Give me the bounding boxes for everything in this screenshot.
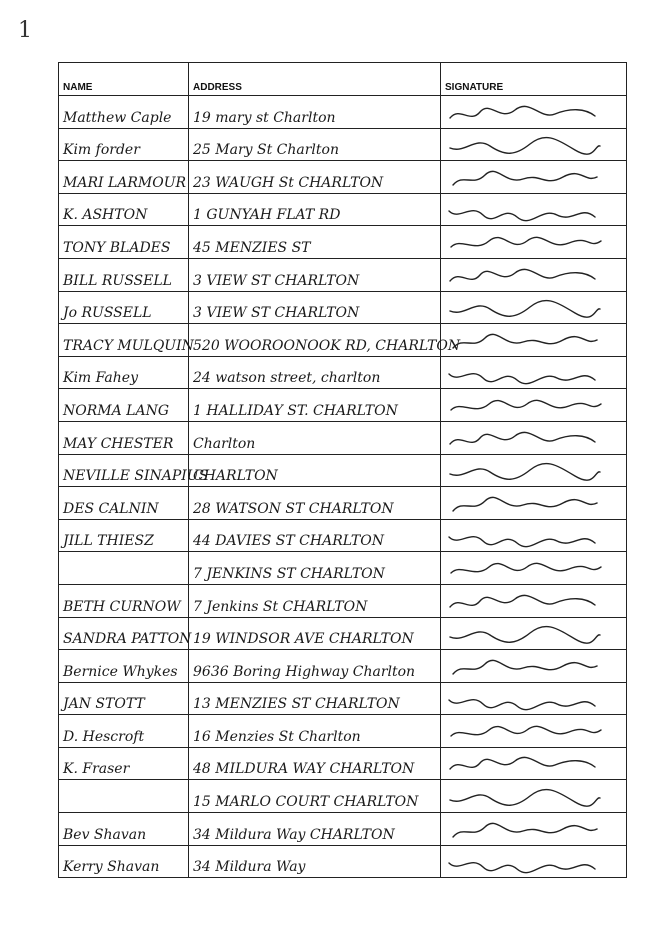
handwritten-signature [445,688,605,712]
row-address: 15 MARLO COURT CHARLTON [189,780,441,813]
row-address: 44 DAVIES ST CHARLTON [189,519,441,552]
signature-stroke [449,700,595,710]
row-signature [441,780,627,813]
signature-stroke [449,374,595,384]
row-name: Bernice Whykes [59,650,189,683]
handwritten-signature [445,558,605,582]
signature-rows [59,96,627,878]
handwritten-signature [445,330,605,354]
row-name: TONY BLADES [59,226,189,259]
signature-stroke [450,301,600,318]
row-address: 1 GUNYAH FLAT RD [189,193,441,226]
table-row [59,487,627,520]
row-signature [441,487,627,520]
table-row [59,454,627,487]
row-signature [441,747,627,780]
handwritten-signature [445,493,605,517]
row-signature [441,617,627,650]
row-address: 3 VIEW ST CHARLTON [189,291,441,324]
handwritten-signature [445,297,605,321]
row-address: 25 Mary St Charlton [189,128,441,161]
row-address: 34 Mildura Way CHARLTON [189,813,441,846]
row-name: TRACY MULQUIN [59,324,189,357]
row-name: BILL RUSSELL [59,258,189,291]
signature-stroke [450,138,600,155]
row-signature [441,356,627,389]
row-signature [441,128,627,161]
row-address: 34 Mildura Way [189,845,441,878]
row-name: BETH CURNOW [59,584,189,617]
table-row [59,650,627,683]
handwritten-signature [445,819,605,843]
signature-stroke [449,863,595,873]
signature-stroke [449,211,595,221]
row-signature [441,552,627,585]
signature-stroke [450,269,595,281]
row-name [59,780,189,813]
row-address: 9636 Boring Highway Charlton [189,650,441,683]
row-name: K. Fraser [59,747,189,780]
handwritten-signature [445,591,605,615]
table-row [59,715,627,748]
row-signature [441,584,627,617]
row-name: DES CALNIN [59,487,189,520]
handwritten-signature [445,102,605,126]
handwritten-signature [445,525,605,549]
row-signature [441,454,627,487]
signature-stroke [450,758,595,770]
row-name: Kerry Shavan [59,845,189,878]
row-signature [441,682,627,715]
row-name: K. ASHTON [59,193,189,226]
header-row [59,63,627,96]
row-name: Bev Shavan [59,813,189,846]
row-name: JAN STOTT [59,682,189,715]
table-row [59,552,627,585]
row-address: 23 WAUGH St CHARLTON [189,161,441,194]
row-name: SANDRA PATTON [59,617,189,650]
table-row [59,584,627,617]
row-signature [441,519,627,552]
signature-stroke [453,497,597,511]
table-row [59,519,627,552]
row-signature [441,813,627,846]
name-column-header: NAME [59,63,189,96]
table-row [59,193,627,226]
row-address: 520 WOOROONOOK RD, CHARLTON [189,324,441,357]
table-row [59,845,627,878]
row-address: 7 JENKINS ST CHARLTON [189,552,441,585]
signature-stroke [451,237,601,247]
row-name [59,552,189,585]
row-name: Jo RUSSELL [59,291,189,324]
signature-column-header: SIGNATURE [441,63,627,96]
row-signature [441,650,627,683]
signature-stroke [451,726,601,736]
signature-stroke [450,790,600,807]
signature-stroke [450,432,595,444]
row-signature [441,161,627,194]
handwritten-signature [445,623,605,647]
row-address: 48 MILDURA WAY CHARLTON [189,747,441,780]
row-signature [441,324,627,357]
handwritten-signature [445,721,605,745]
row-address: 19 mary st Charlton [189,96,441,129]
table-row [59,813,627,846]
handwritten-signature [445,395,605,419]
row-name: JILL THIESZ [59,519,189,552]
signature-stroke [450,595,595,607]
row-address: 7 Jenkins St CHARLTON [189,584,441,617]
handwritten-signature [445,656,605,680]
table-row [59,128,627,161]
signature-stroke [453,334,597,348]
row-signature [441,389,627,422]
table-row [59,389,627,422]
table-row [59,324,627,357]
signature-stroke [451,400,601,410]
row-name: NORMA LANG [59,389,189,422]
row-signature [441,421,627,454]
row-signature [441,258,627,291]
table-row [59,617,627,650]
table-row [59,780,627,813]
row-address: 28 WATSON ST CHARLTON [189,487,441,520]
handwritten-signature [445,199,605,223]
handwritten-signature [445,786,605,810]
signature-stroke [451,563,601,573]
page-mark: 1 [18,18,32,43]
signature-stroke [450,106,595,118]
row-address: 16 Menzies St Charlton [189,715,441,748]
signature-stroke [453,823,597,837]
row-name: NEVILLE SINAPIUS [59,454,189,487]
row-signature [441,193,627,226]
table-row [59,356,627,389]
handwritten-signature [445,232,605,256]
petition-table [58,62,627,878]
handwritten-signature [445,167,605,191]
signature-stroke [449,537,595,547]
row-name: Kim forder [59,128,189,161]
handwritten-signature [445,362,605,386]
handwritten-signature [445,265,605,289]
row-name: Matthew Caple [59,96,189,129]
row-name: Kim Fahey [59,356,189,389]
signature-stroke [453,171,597,185]
table-row [59,226,627,259]
row-address: Charlton [189,421,441,454]
handwritten-signature [445,460,605,484]
signature-stroke [450,627,600,644]
row-signature [441,845,627,878]
row-address: 13 MENZIES ST CHARLTON [189,682,441,715]
row-signature [441,226,627,259]
row-address: 19 WINDSOR AVE CHARLTON [189,617,441,650]
table-row [59,421,627,454]
row-name: MAY CHESTER [59,421,189,454]
address-column-header: ADDRESS [189,63,441,96]
row-address: 45 MENZIES ST [189,226,441,259]
table-row [59,161,627,194]
table-row [59,682,627,715]
row-address: 3 VIEW ST CHARLTON [189,258,441,291]
handwritten-signature [445,753,605,777]
row-signature [441,291,627,324]
signature-stroke [450,464,600,481]
handwritten-signature [445,134,605,158]
row-address: 24 watson street, charlton [189,356,441,389]
table-row [59,258,627,291]
handwritten-signature [445,428,605,452]
row-signature [441,715,627,748]
handwritten-signature [445,851,605,875]
row-name: D. Hescroft [59,715,189,748]
table-row [59,291,627,324]
row-name: MARI LARMOUR [59,161,189,194]
row-signature [441,96,627,129]
row-address: 1 HALLIDAY ST. CHARLTON [189,389,441,422]
table-row [59,96,627,129]
row-address: CHARLTON [189,454,441,487]
table-row [59,747,627,780]
signature-stroke [453,660,597,674]
